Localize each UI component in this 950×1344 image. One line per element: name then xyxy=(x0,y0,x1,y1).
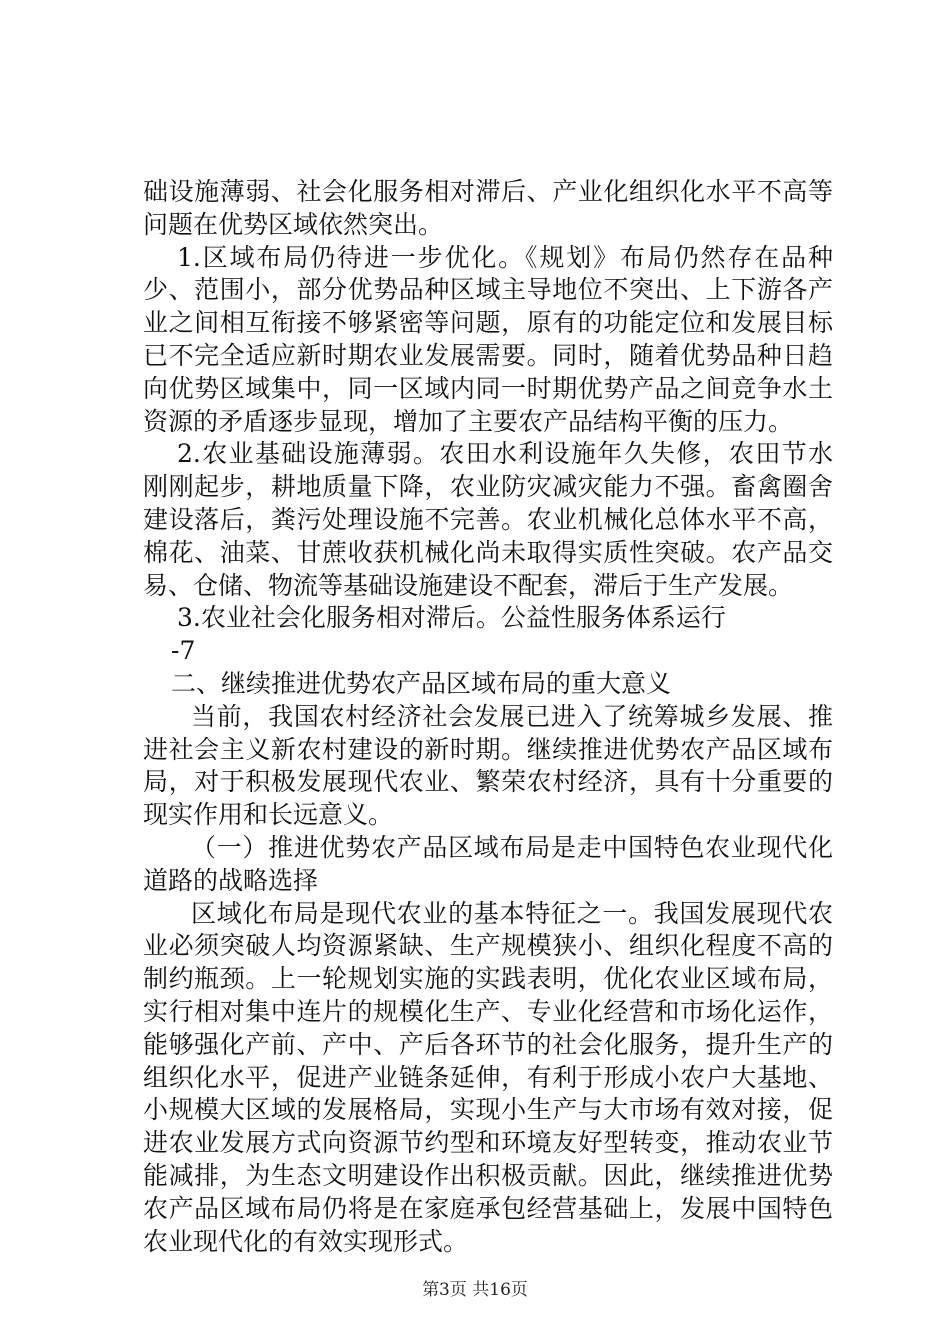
text-line: 当前，我国农村经济社会发展已进入了统筹城乡发展、推 xyxy=(191,701,833,731)
text-line: 小规模大区域的发展格局，实现小生产与大市场有效对接，促 xyxy=(143,1095,833,1125)
text-line: 进社会主义新农村建设的新时期。继续推进优势农产品区域布 xyxy=(143,734,833,764)
text-line: 制约瓶颈。上一轮规划实施的实践表明，优化农业区域布局， xyxy=(143,964,833,994)
text-line: 建设落后，粪污处理设施不完善。农业机械化总体水平不高， xyxy=(143,504,833,534)
text-line: 区域化布局是现代农业的基本特征之一。我国发展现代农 xyxy=(191,898,833,928)
numbered-item-1: 1.区域布局仍待进一步优化。《规划》布局仍然存在品种 xyxy=(177,242,833,272)
text-line: 现实作用和长远意义。 xyxy=(143,800,394,830)
text-line: 组织化水平，促进产业链条延伸，有利于形成小农户大基地、 xyxy=(143,1062,833,1092)
text-line: 向优势区域集中，同一区域内同一时期优势产品之间竞争水土 xyxy=(143,373,833,403)
text-line: 业之间相互衔接不够紧密等问题，原有的功能定位和发展目标 xyxy=(143,308,833,338)
text-line: 业必须突破人均资源紧缺、生产规模狭小、组织化程度不高的 xyxy=(143,931,833,961)
text-line: 刚刚起步，耕地质量下降，农业防灾减灾能力不强。畜禽圈舍 xyxy=(143,472,833,502)
page-footer: 第3页 共16页 xyxy=(422,1280,528,1300)
section-heading: 二、继续推进优势农产品区域布局的重大意义 xyxy=(171,668,672,698)
text-line: 资源的矛盾逐步显现，增加了主要农产品结构平衡的压力。 xyxy=(143,406,794,436)
text-line: 易、仓储、物流等基础设施建设不配套，滞后于生产发展。 xyxy=(143,570,794,600)
text-line: 农业现代化的有效实现形式。 xyxy=(143,1226,469,1256)
subsection-heading-cont: 道路的战略选择 xyxy=(143,865,319,895)
body-text xyxy=(143,176,833,1258)
text-line: 局，对于积极发展现代农业、繁荣农村经济，具有十分重要的 xyxy=(143,767,833,797)
text-line: 少、范围小，部分优势品种区域主导地位不突出、上下游各产 xyxy=(143,275,833,305)
text-line: 实行相对集中连片的规模化生产、专业化经营和市场化运作， xyxy=(143,996,833,1026)
text-line: 农产品区域布局仍将是在家庭承包经营基础上，发展中国特色 xyxy=(143,1193,833,1223)
text-line: 础设施薄弱、社会化服务相对滞后、产业化组织化水平不高等 xyxy=(143,177,833,206)
subsection-heading: （一）推进优势农产品区域布局是走中国特色农业现代化 xyxy=(191,832,833,862)
numbered-item-2: 2.农业基础设施薄弱。农田水利设施年久失修，农田节水 xyxy=(177,439,833,469)
text-line: 能减排，为生态文明建设作出积极贡献。因此，继续推进优势 xyxy=(143,1160,833,1190)
numbered-item-3: 3.农业社会化服务相对滞后。公益性服务体系运行 xyxy=(177,603,726,633)
text-line: 问题在优势区域依然突出。 xyxy=(143,209,444,239)
text-line: 已不完全适应新时期农业发展需要。同时，随着优势品种日趋 xyxy=(143,340,833,370)
text-line: 能够强化产前、产中、产后各环节的社会化服务，提升生产的 xyxy=(143,1029,833,1059)
text-line: 棉花、油菜、甘蔗收获机械化尚未取得实质性突破。农产品交 xyxy=(143,537,833,567)
text-line: 进农业发展方式向资源节约型和环境友好型转变，推动农业节 xyxy=(143,1128,833,1158)
page-marker: -7 xyxy=(171,636,196,666)
